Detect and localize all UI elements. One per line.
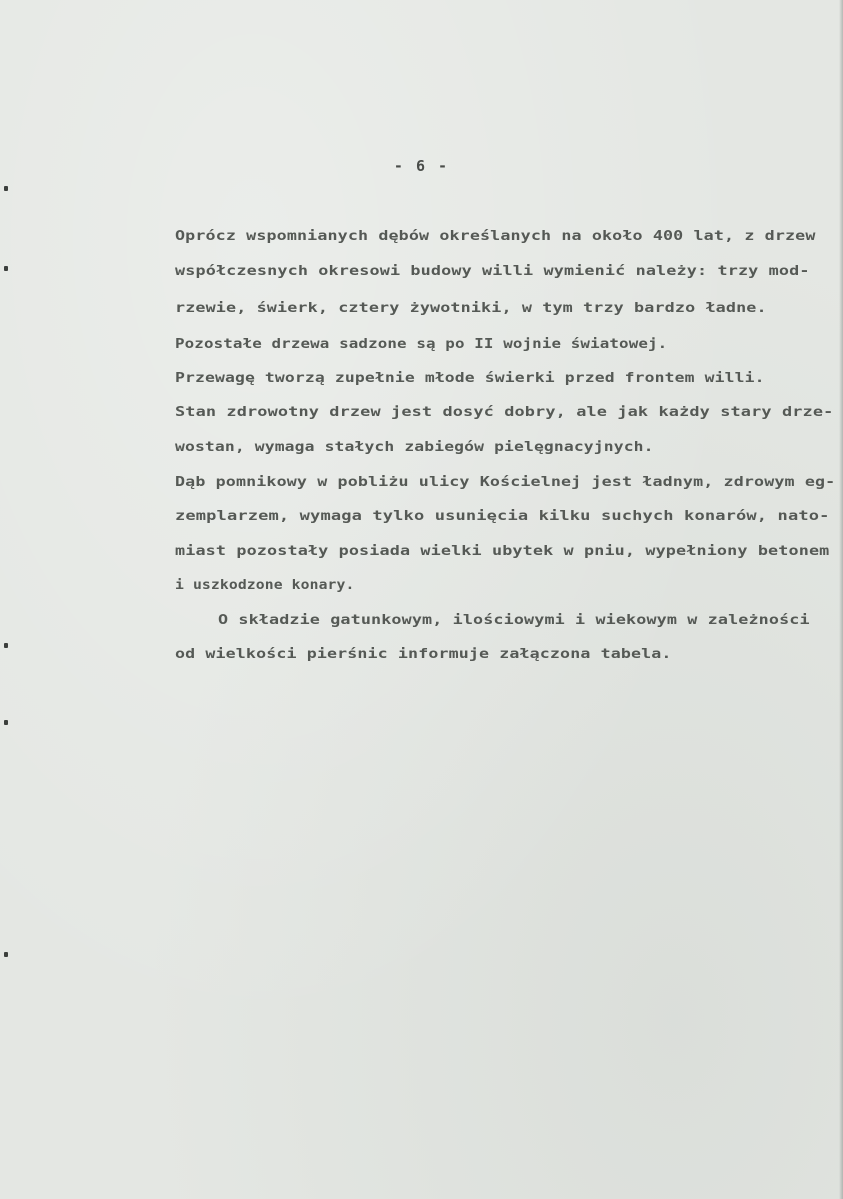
text-line: Stan zdrowotny drzew jest dosyć dobry, ale jak każdy stary drze- (175, 405, 834, 420)
margin-mark (4, 186, 8, 191)
page-edge-shadow (839, 0, 843, 1199)
text-line: Dąb pomnikowy w pobliżu ulicy Kościelnej jest ładnym, zdrowym eg- (175, 475, 836, 490)
margin-mark (4, 720, 8, 725)
text-line: od wielkości pierśnic informuje załączona tabela. (175, 647, 672, 662)
text-line: i uszkodzone konary. (175, 578, 355, 593)
margin-mark (4, 266, 8, 271)
text-line: O składzie gatunkowym, ilościowymi i wiekowym w zależności (218, 613, 810, 628)
margin-mark (4, 643, 8, 648)
page-number: - 6 - (393, 157, 450, 175)
text-line: współczesnych okresowi budowy willi wymienić należy: trzy mod- (175, 264, 810, 279)
text-line: rzewie, świerk, cztery żywotniki, w tym trzy bardzo ładne. (175, 301, 767, 316)
text-line: zemplarzem, wymaga tylko usunięcia kilku suchych konarów, nato- (175, 509, 830, 524)
text-line: Oprócz wspomnianych dębów określanych na około 400 lat, z drzew (175, 229, 816, 244)
text-line: Pozostałe drzewa sadzone są po II wojnie światowej. (175, 337, 668, 352)
text-line: miast pozostały posiada wielki ubytek w pniu, wypełniony betonem (175, 544, 830, 559)
margin-mark (4, 952, 8, 957)
text-line: Przewagę tworzą zupełnie młode świerki przed frontem willi. (175, 371, 765, 386)
text-line: wostan, wymaga stałych zabiegów pielęgnacyjnych. (175, 440, 654, 455)
